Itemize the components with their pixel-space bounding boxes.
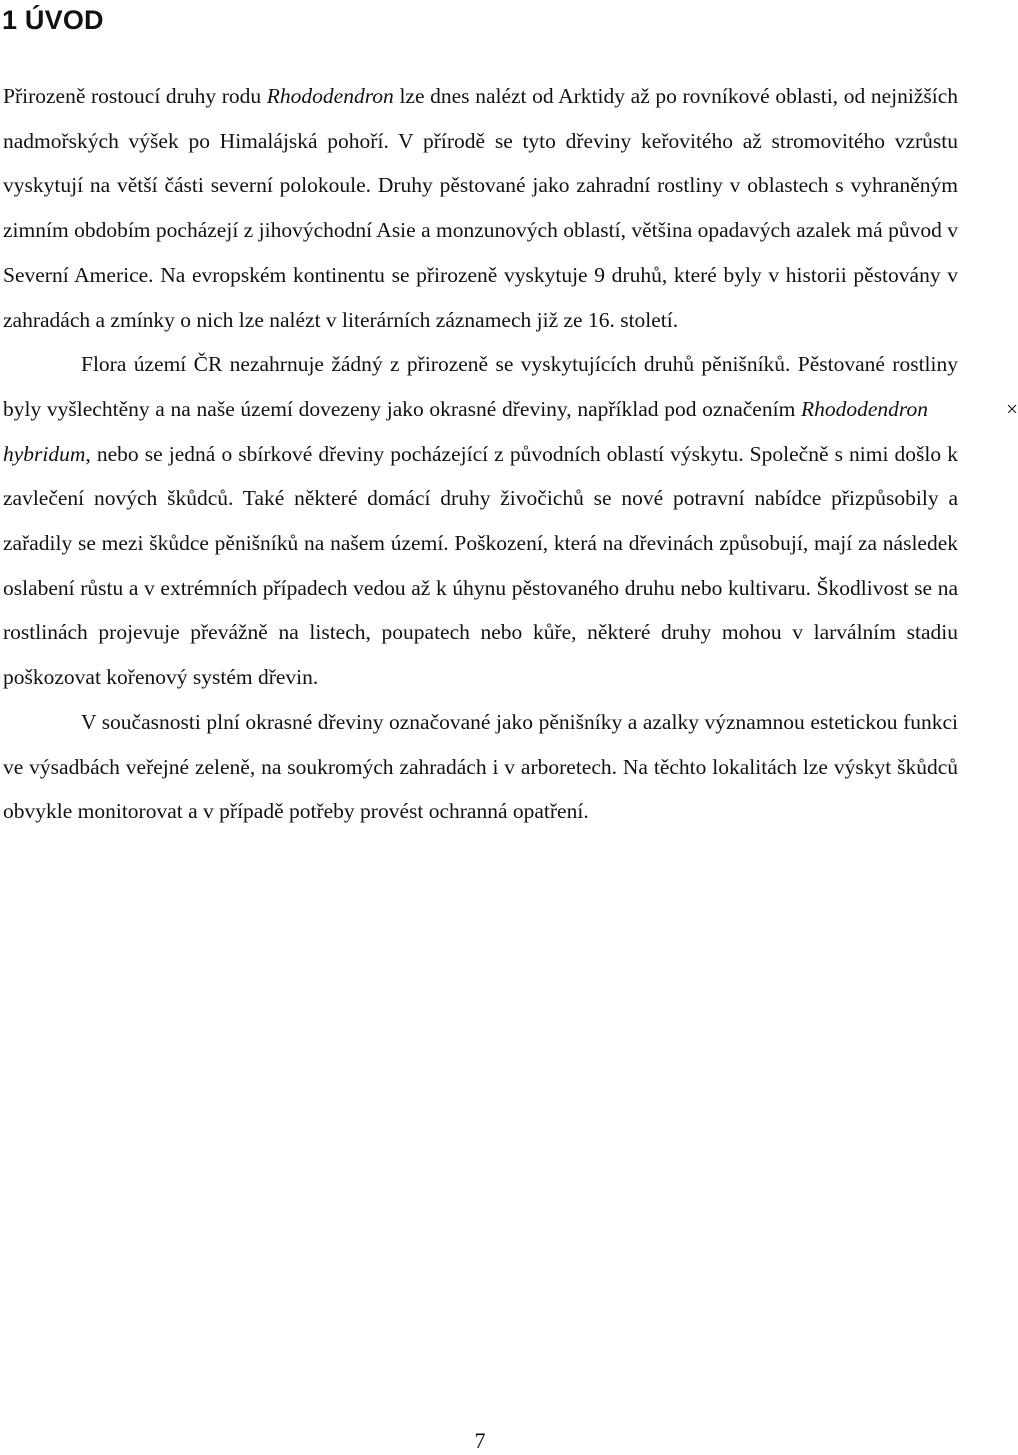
- genus-name-rhododendron: Rhododendron: [266, 84, 394, 108]
- paragraph-intro: [3, 74, 958, 342]
- paragraph-present-day: V současnosti plní okrasné dřeviny označované jako pěnišníky a azalky významnou estetickou funkci ve výsadbách veřejné zeleně, na soukromých zahradách i v arboretech. Na těchto lokalitách lze výskyt škůdců obvykle monitorovat a v případě potřeby provést ochranná opatření.: [3, 709, 958, 824]
- hybrid-epithet: hybridum: [3, 441, 86, 466]
- page-number: 7: [474, 1428, 486, 1453]
- paragraph-intro-text-start: Přirozeně rostoucí druhy rodu: [3, 84, 267, 108]
- paragraph-flora-text-rest: , nebo se jedná o sbírkové dřeviny pocházející z původních oblastí výskytu. Společně s nimi došlo k zavlečení nových škůdců. Také některé domácí druhy živočichů se nové potravní nabídce přizpůsobily a zařadily se mezi škůdce pěnišníků na našem území. Poškození, která na dřevinách způsobují, mají za následek oslabení růstu a v extrémních případech vedou až k úhynu pěstovaného druhu nebo kultivaru. Škodlivost se na rostlinách projevuje převážně na listech, poupatech nebo kůře, některé druhy mohou v larválním stadiu poškozovat kořenový systém dřevin.: [3, 441, 958, 690]
- chapter-heading: 1 ÚVOD: [2, 5, 104, 35]
- chapter-body: [3, 74, 1018, 834]
- hybrid-cross-symbol: ×: [1006, 396, 1018, 421]
- paragraph-intro-text-rest: lze dnes nalézt od Arktidy až po rovníkové oblasti, od nejnižších nadmořských výšek po Himalájská pohoří. V přírodě se tyto dřeviny keřovitého až stromovitého vzrůstu vyskytují na větší části severní polokoule. Druhy pěstované jako zahradní rostliny v oblastech s vyhraněným zimním obdobím pocházejí z jihovýchodní Asie a monzunových oblastí, většina opadavých azalek má původ v Severní Americe. Na evropském kontinentu se přirozeně vyskytuje 9 druhů, které byly v historii pěstovány v zahradách a zmínky o nich lze nalézt v literárních záznamech již ze 16. století.: [3, 84, 958, 332]
- paragraph-flora-text-start: Flora území ČR nezahrnuje žádný z přirozeně se vyskytujících druhů pěnišníků. Pěstované rostliny byly vyšlechtěny a na naše území dovezeny jako okrasné dřeviny, například pod označením: [3, 352, 958, 421]
- genus-name-rhododendron-hybrid: Rhododendron: [801, 396, 928, 421]
- paragraph-flora: [3, 342, 1018, 700]
